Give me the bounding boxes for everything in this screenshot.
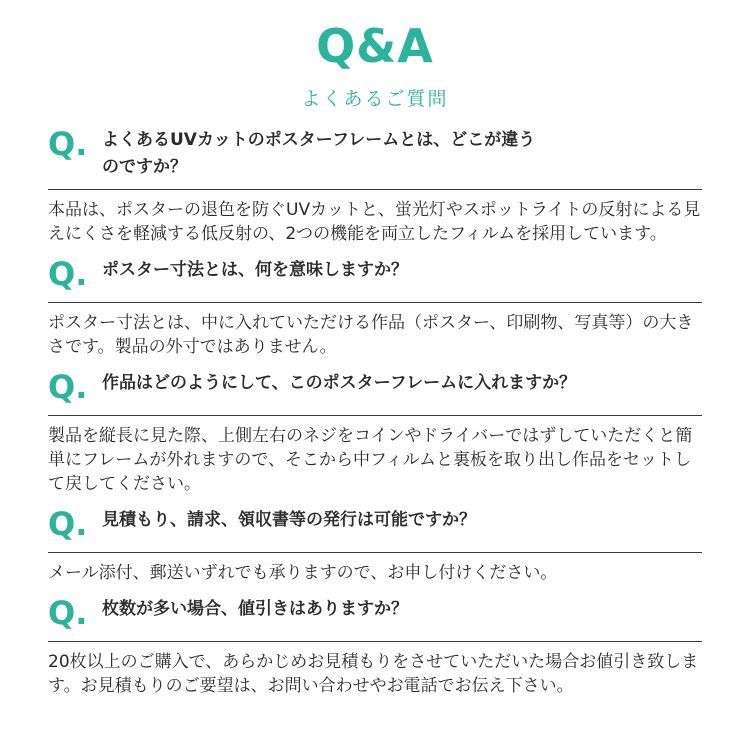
question-mark-icon: Q. bbox=[48, 255, 88, 293]
answer-text: 製品を縦長に見た際、上側左右のネジをコインやドライバーではずしていただくと簡単にフレームが外れますので、そこから中フィルムと裏板を取り出し作品をセットして戻してください。 bbox=[48, 426, 693, 494]
qa-item bbox=[48, 254, 702, 367]
question-row bbox=[48, 254, 702, 303]
answer-text: 20枚以上のご購入で、あらかじめお見積もりをさせていただいた場合お値引き致します。お見積もりのご要望は、お問い合わせやお電話でお伝え下さい。 bbox=[48, 652, 699, 696]
question-text: よくあるUVカットのポスターフレームとは、どこが違うのですか？ bbox=[102, 130, 536, 177]
question-text: 見積もり、請求、領収書等の発行は可能ですか？ bbox=[102, 510, 476, 530]
question-mark-icon: Q. bbox=[48, 125, 88, 163]
qa-item bbox=[48, 593, 702, 706]
question-row bbox=[48, 367, 702, 416]
page-subtitle: よくあるご質問 bbox=[301, 88, 449, 110]
qa-item bbox=[48, 367, 702, 504]
answer-text: メール添付、郵送いずれでも承りますので、お申し付けください。 bbox=[48, 563, 558, 583]
question-mark-icon: Q. bbox=[48, 505, 88, 543]
question-text: 作品はどのようにして、このポスターフレームに入れますか？ bbox=[102, 373, 577, 393]
page-title: Q&A bbox=[316, 19, 434, 73]
qa-item bbox=[48, 124, 702, 254]
question-row bbox=[48, 124, 702, 190]
question-row bbox=[48, 504, 702, 553]
qa-item bbox=[48, 504, 702, 593]
question-mark-icon: Q. bbox=[48, 594, 88, 632]
question-row bbox=[48, 593, 702, 642]
question-text: ポスター寸法とは、何を意味しますか？ bbox=[102, 260, 408, 280]
question-text: 枚数が多い場合、値引きはありますか？ bbox=[102, 599, 408, 619]
answer-text: ポスター寸法とは、中に入れていただける作品（ポスター、印刷物、写真等）の大きさです。製品の外寸ではありません。 bbox=[48, 313, 694, 357]
answer-text: 本品は、ポスターの退色を防ぐUVカットと、蛍光灯やスポットライトの反射による見えにくさを軽減する低反射の、2つの機能を両立したフィルムを採用しています。 bbox=[48, 200, 701, 244]
question-mark-icon: Q. bbox=[48, 368, 88, 406]
qa-list bbox=[48, 124, 702, 706]
